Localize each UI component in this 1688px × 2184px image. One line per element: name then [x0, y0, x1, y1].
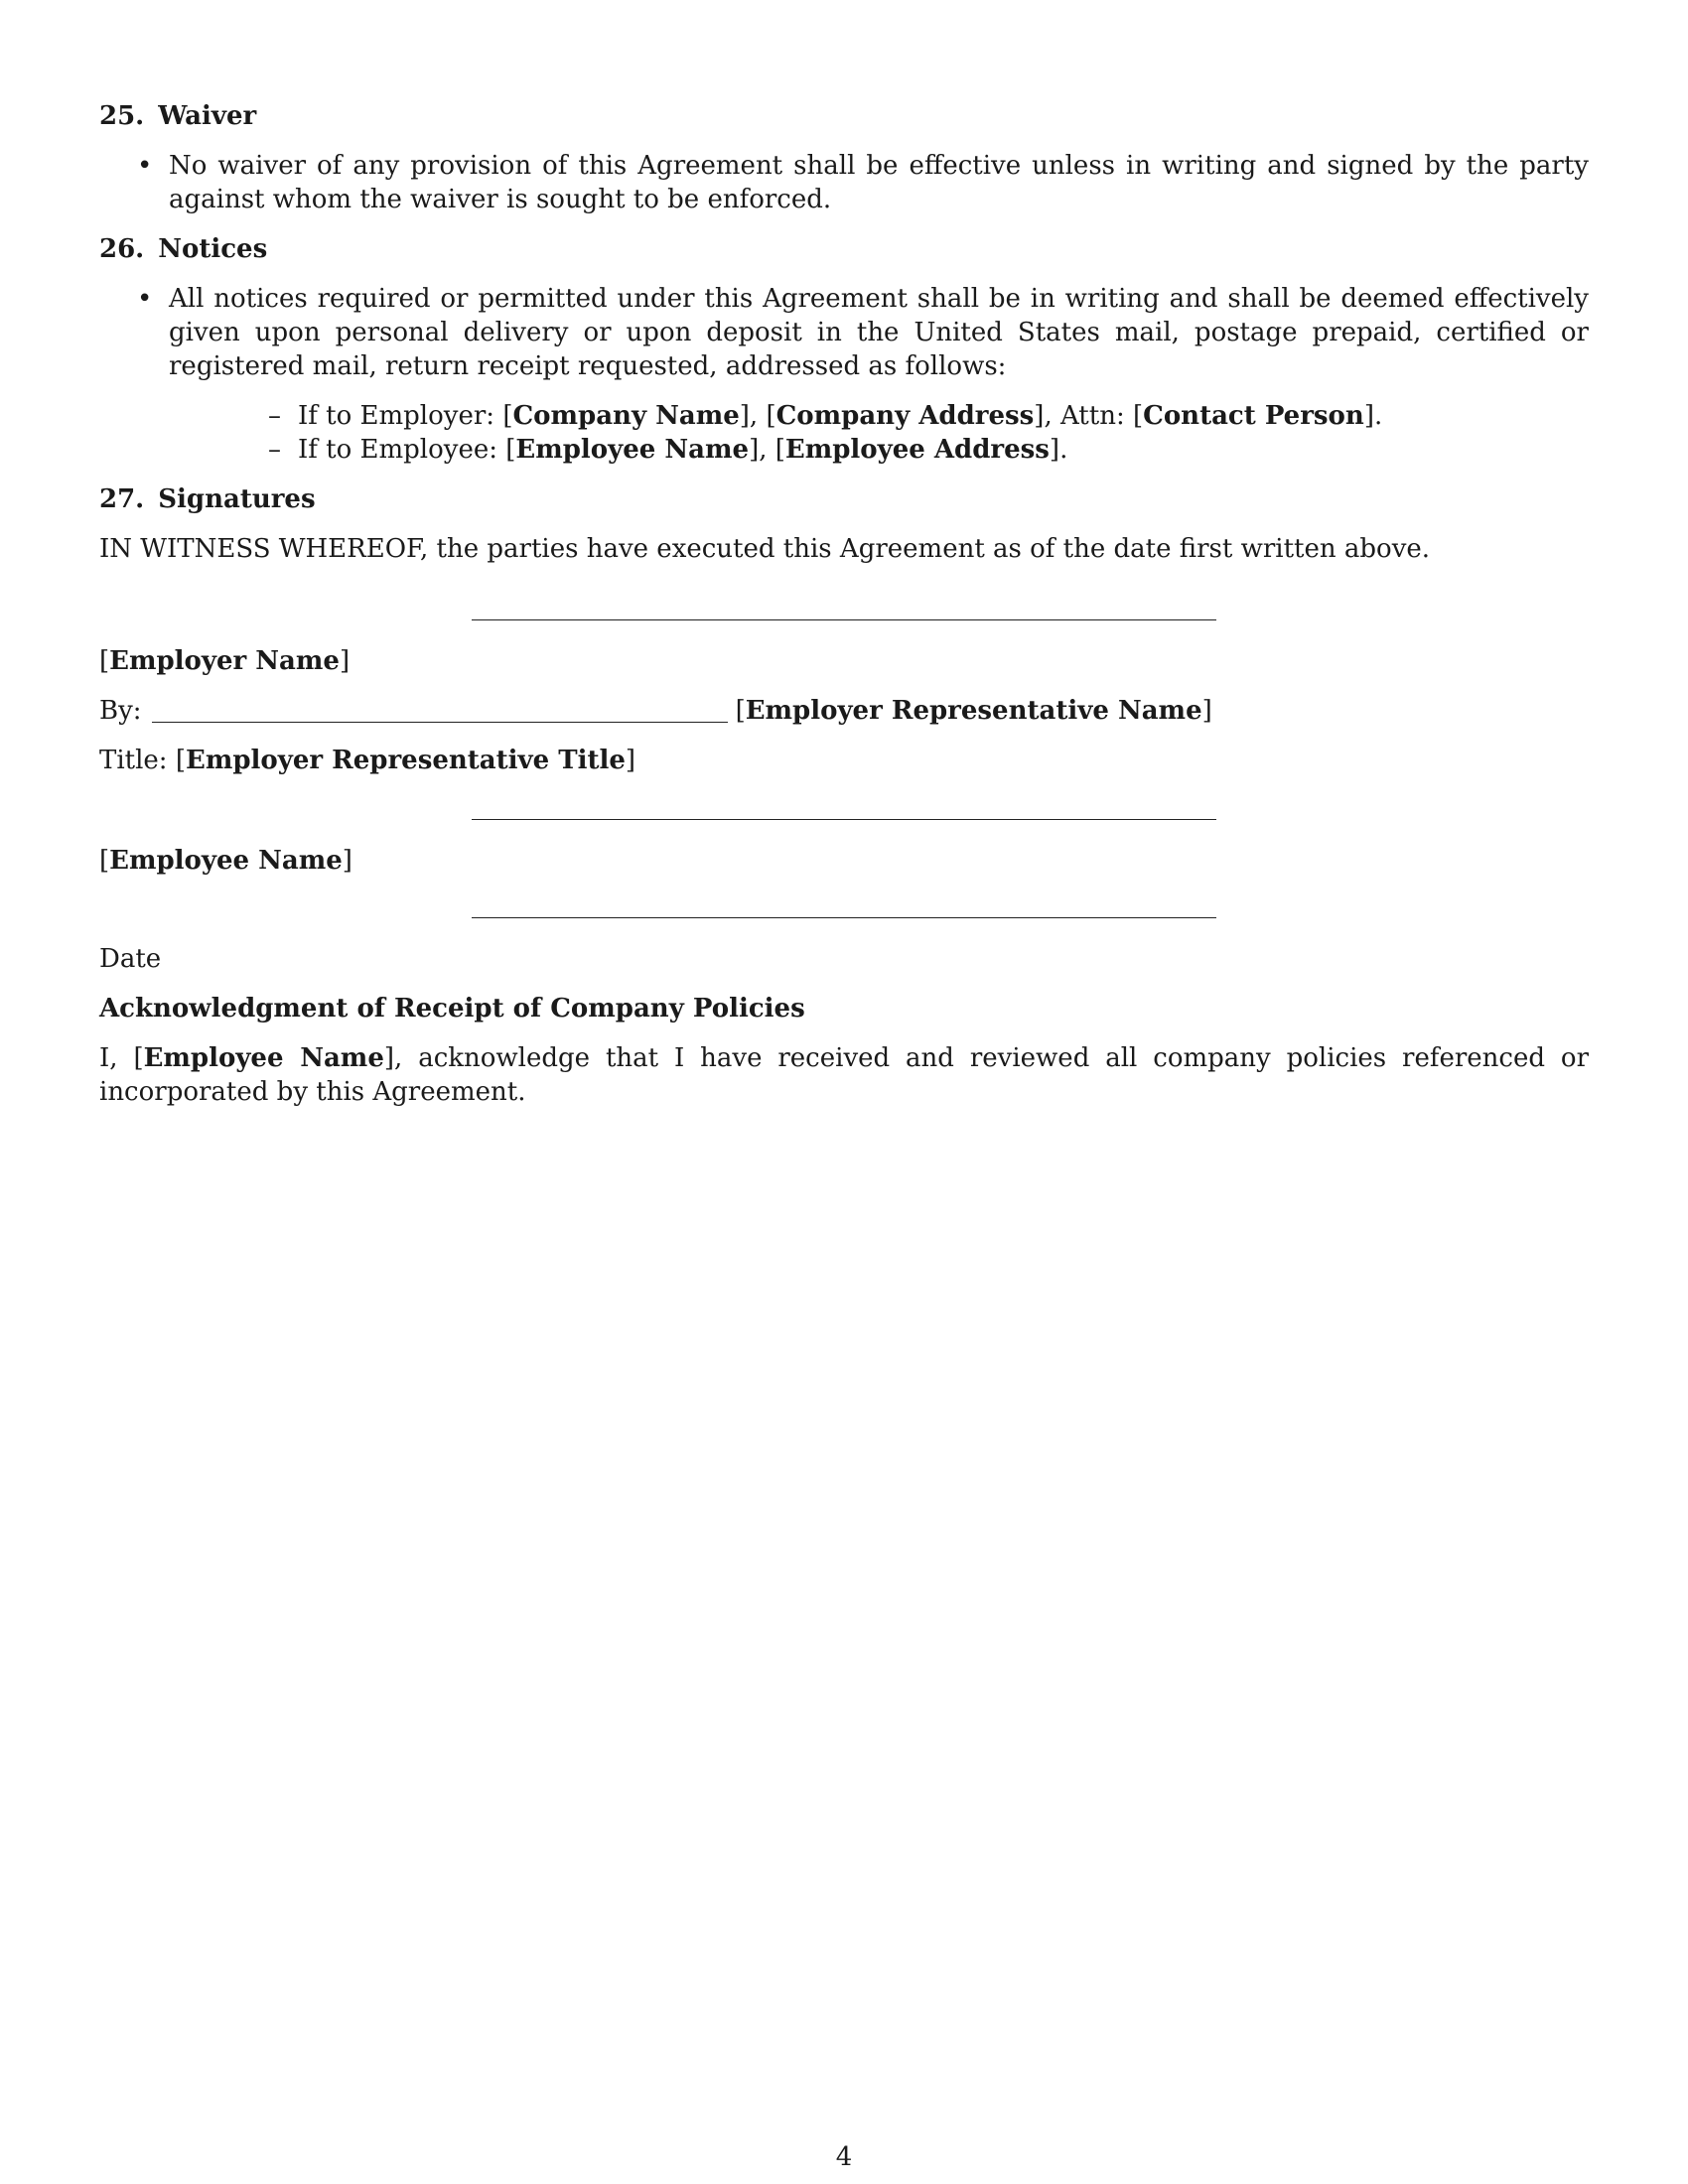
section-title: Signatures [158, 484, 316, 514]
waiver-list [99, 149, 1589, 216]
ack-prefix: I, [99, 1043, 134, 1073]
date-label: Date [99, 944, 162, 974]
company-name-placeholder: Company Name [512, 401, 740, 431]
title-label: Title: [99, 746, 176, 775]
section-number: 26. [99, 234, 145, 264]
notices-bullet-text: All notices required or permitted under this Agreement shall be in writing and shall be deemed effectively given upon personal delivery or upon deposit in the United States mail, postage prepaid, certified or registered mail, return receipt requested, addressed as follows: [169, 284, 1589, 381]
company-address-placeholder: Company Address [775, 401, 1035, 431]
ack-body: , acknowledge that I have received and reviewed all company policies referenced or incorporated by this Agreement. [99, 1043, 1589, 1107]
acknowledgment-heading: Acknowledgment of Receipt of Company Policies [99, 994, 805, 1024]
employer-rep-signature-line[interactable] [152, 722, 728, 723]
employer-title-row: Title: [Employer Representative Title] [99, 746, 636, 775]
notice-employee-item: – If to Employee: [Employee Name], [Employee Address]. [169, 433, 1589, 467]
employer-prefix: If to Employer: [298, 401, 503, 431]
by-label: By: [99, 696, 142, 726]
notice-employer-item: – If to Employer: [Company Name], [Company Address], Attn: [Contact Person]. [169, 399, 1589, 433]
notices-list [99, 282, 1589, 467]
section-number: 27. [99, 484, 145, 514]
employee-name-placeholder: Employee Name [109, 846, 343, 876]
employee-address-placeholder: Employee Address [784, 435, 1050, 465]
employer-by-row: By: [Employer Representative Name] [99, 696, 1212, 726]
notices-address-list [169, 399, 1589, 467]
waiver-bullet: • No waiver of any provision of this Agreement shall be effective unless in writing and signed by the party against whom the waiver is sought to be enforced. [99, 149, 1589, 216]
contact-person-placeholder: Contact Person [1143, 401, 1364, 431]
section-title: Notices [158, 234, 268, 264]
employee-name-placeholder: Employee Name [515, 435, 750, 465]
section-heading-notices [99, 232, 1589, 266]
section-heading-waiver [99, 99, 1589, 133]
employer-rep-title-placeholder: Employer Representative Title [186, 746, 626, 775]
document-page [99, 99, 1589, 1125]
ack-employee-name-placeholder: Employee Name [143, 1043, 384, 1073]
attn-prefix: Attn: [1059, 401, 1133, 431]
page-number: 4 [835, 2142, 853, 2172]
employee-prefix: If to Employee: [298, 435, 506, 465]
employer-name-placeholder: Employer Name [109, 646, 340, 676]
acknowledgment-text: I, [Employee Name], acknowledge that I have received and reviewed all company policies referenced or incorporated by this Agreement. [99, 1043, 1589, 1107]
employer-rep-name-placeholder: Employer Representative Name [745, 696, 1202, 726]
section-title: Waiver [158, 101, 257, 131]
witness-statement: IN WITNESS WHEREOF, the parties have executed this Agreement as of the date first written above. [99, 534, 1431, 564]
employee-name-row: [Employee Name] [99, 846, 352, 876]
section-heading-signatures [99, 482, 1589, 516]
section-number: 25. [99, 101, 145, 131]
notices-bullet [99, 282, 1589, 467]
employer-name-row: [Employer Name] [99, 646, 351, 676]
